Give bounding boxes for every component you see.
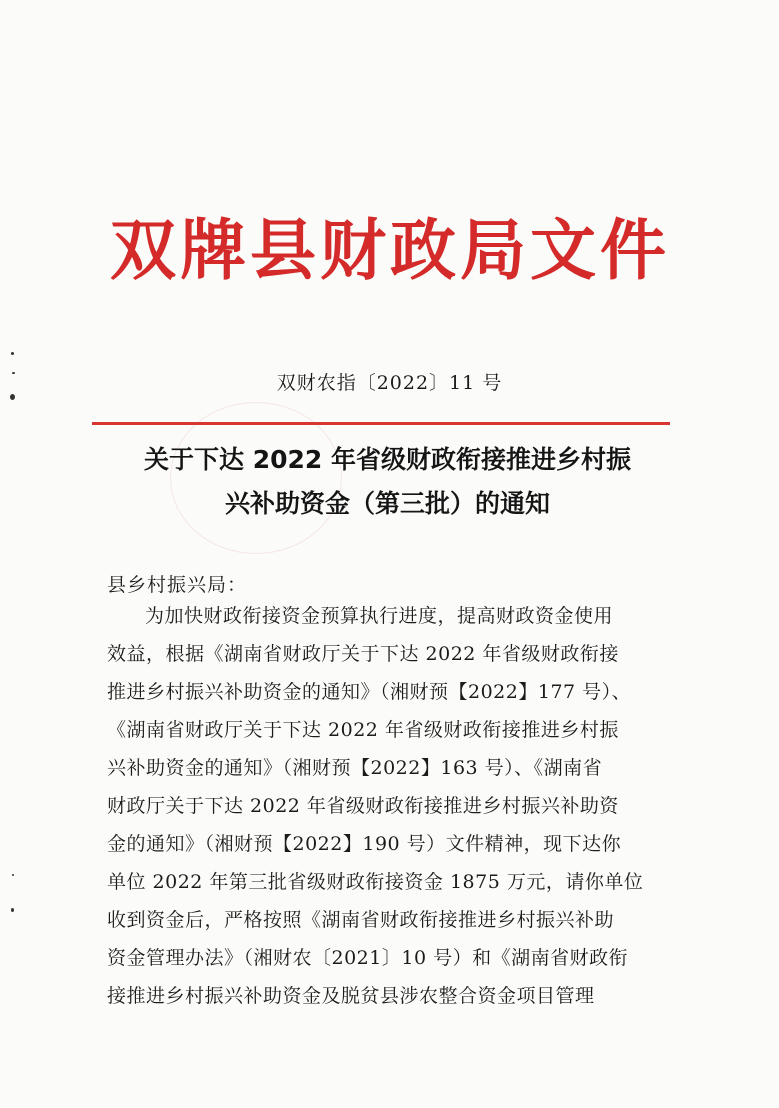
body-line: 单位 2022 年第三批省级财政衔接资金 1875 万元，请你单位: [107, 871, 644, 893]
document-number: 双财农指〔2022〕11 号: [276, 372, 503, 394]
body-paragraph: [107, 597, 667, 1015]
scan-speck: [12, 874, 14, 876]
body-line: 效益，根据《湖南省财政厅关于下达 2022 年省级财政衔接: [107, 643, 619, 665]
body-line: 推进乡村振兴补助资金的通知》（湘财预【2022】177 号）、: [107, 681, 632, 703]
body-line: 兴补助资金的通知》（湘财预【2022】163 号）、《湖南省: [107, 757, 603, 779]
body-line: 资金管理办法》（湘财农〔2021〕10 号）和《湖南省财政衔: [107, 947, 629, 969]
body-line: 《湖南省财政厅关于下达 2022 年省级财政衔接推进乡村振: [107, 719, 619, 741]
recipient-salutation: 县乡村振兴局：: [107, 574, 248, 596]
scan-speck: [10, 394, 15, 400]
red-divider-line: [92, 422, 670, 425]
body-line: 金的通知》（湘财预【2022】190 号）文件精神，现下达你: [107, 833, 622, 855]
notice-title-line-1: 关于下达 2022 年省级财政衔接推进乡村振: [144, 445, 631, 474]
body-line: 为加快财政衔接资金预算执行进度，提高财政资金使用: [145, 605, 614, 627]
scan-speck: [11, 908, 14, 912]
body-line: 财政厅关于下达 2022 年省级财政衔接推进乡村振兴补助资: [107, 795, 619, 817]
body-line: 接推进乡村振兴补助资金及脱贫县涉农整合资金项目管理: [107, 985, 595, 1007]
body-line: 收到资金后，严格按照《湖南省财政衔接推进乡村振兴补助: [107, 909, 615, 931]
notice-title: [100, 438, 675, 526]
document-header-title: 双牌县财政局文件: [110, 211, 670, 289]
notice-title-line-2: 兴补助资金（第三批）的通知: [224, 489, 550, 518]
scan-speck: [11, 352, 14, 355]
scan-speck: [12, 372, 15, 374]
